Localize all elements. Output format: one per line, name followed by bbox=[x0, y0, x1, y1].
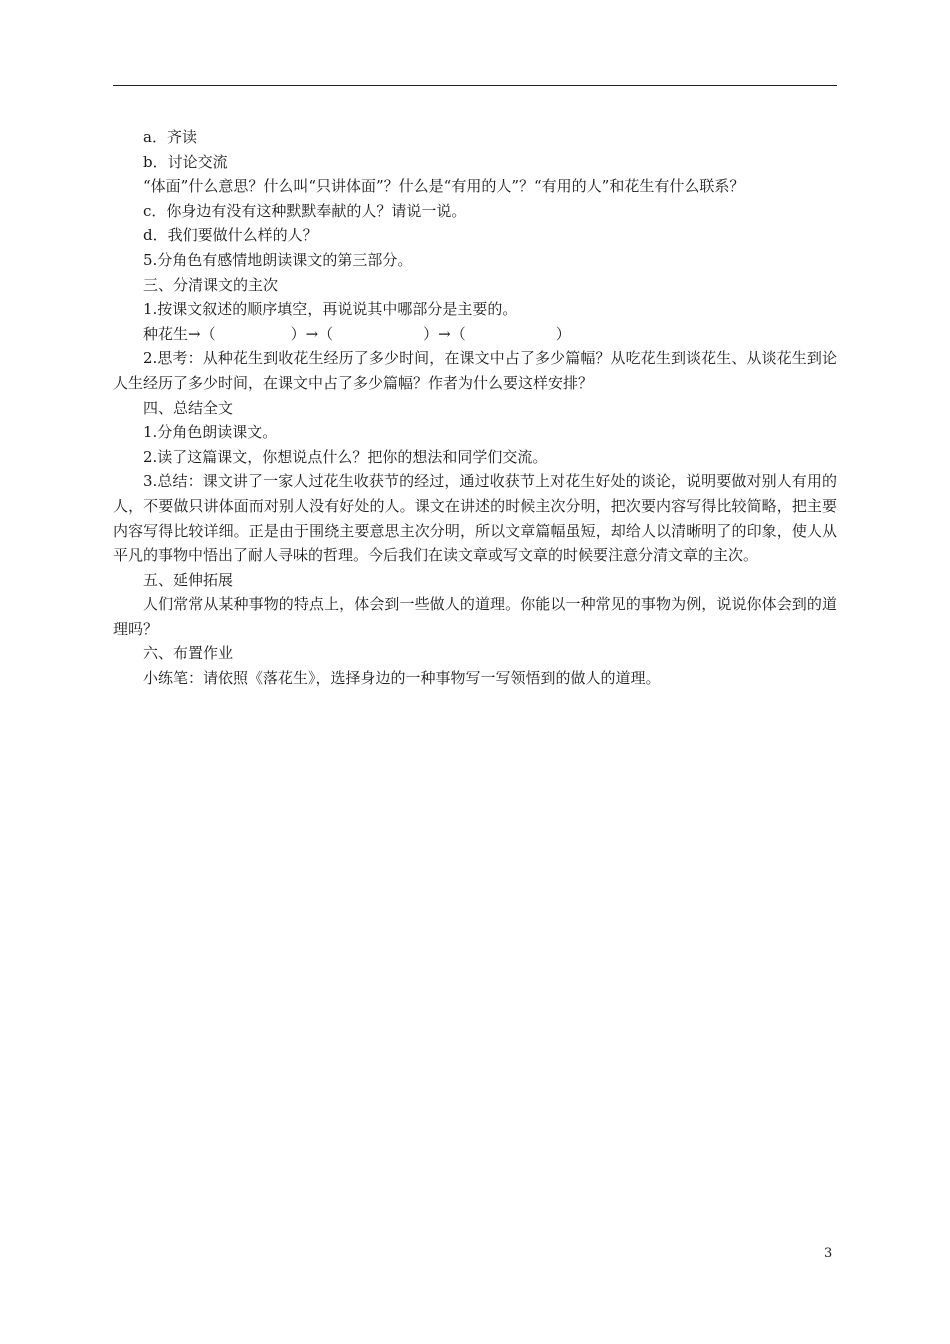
paragraph-item-c: c．你身边有没有这种默默奉献的人？请说一说。 bbox=[143, 201, 467, 220]
section-heading-4: 四、总结全文 bbox=[143, 398, 234, 417]
paragraph-task-2: 2.思考：从种花生到收花生经历了多少时间，在课文中占了多少篇幅？从吃花生到谈花生、从谈花生到论人生经历了多少时间，在课文中占了多少篇幅？作者为什么要这样安排？ bbox=[113, 349, 837, 392]
section-heading-6: 六、布置作业 bbox=[143, 644, 234, 663]
paragraph-item-d: d．我们要做什么样的人？ bbox=[143, 226, 318, 245]
paragraph-extension: 人们常常从某种事物的特点上，体会到一些做人的道理。你能以一种常见的事物为例，说说你体会到的道理吗？ bbox=[113, 595, 837, 638]
paragraph-fill-blank-sequence: 种花生→（ ）→（ ）→（ ） bbox=[143, 324, 571, 343]
section-heading-3: 三、分清课文的主次 bbox=[143, 275, 279, 294]
header-rule bbox=[113, 85, 837, 86]
paragraph-summary-2: 2.读了这篇课文，你想说点什么？把你的想法和同学们交流。 bbox=[143, 447, 548, 466]
paragraph-summary-3: 3.总结：课文讲了一家人过花生收获节的经过，通过收获节上对花生好处的谈论，说明要做对别人有用的人，不要做只讲体面而对别人没有好处的人。课文在讲述的时候主次分明，把次要内容写得比较简略，把主要内容写得比较详细。正是由于围绕主要意思主次分明，所以文章篇幅虽短，却给人以清晰明了的印象，使人从平凡的事物中悟出了耐人寻味的哲理。今后我们在读文章或写文章的时候要注意分清文章的主次。 bbox=[113, 472, 837, 565]
paragraph-homework: 小练笔：请依照《落花生》，选择身边的一种事物写一写领悟到的做人的道理。 bbox=[143, 669, 661, 688]
paragraph-task-1: 1.按课文叙述的顺序填空，再说说其中哪部分是主要的。 bbox=[143, 300, 518, 319]
paragraph-summary-1: 1.分角色朗读课文。 bbox=[143, 423, 278, 442]
document-body bbox=[113, 125, 837, 691]
paragraph-item-a: a．齐读 bbox=[143, 128, 197, 146]
page-number: 3 bbox=[824, 1246, 833, 1261]
paragraph-item-b: b．讨论交流 bbox=[143, 152, 228, 171]
paragraph-step-5: 5.分角色有感情地朗读课文的第三部分。 bbox=[143, 250, 413, 269]
paragraph-discussion-questions: “体面”什么意思？什么叫“只讲体面”？什么是“有用的人”？“有用的人”和花生有什么联系？ bbox=[143, 177, 745, 196]
section-heading-5: 五、延伸拓展 bbox=[143, 570, 234, 589]
